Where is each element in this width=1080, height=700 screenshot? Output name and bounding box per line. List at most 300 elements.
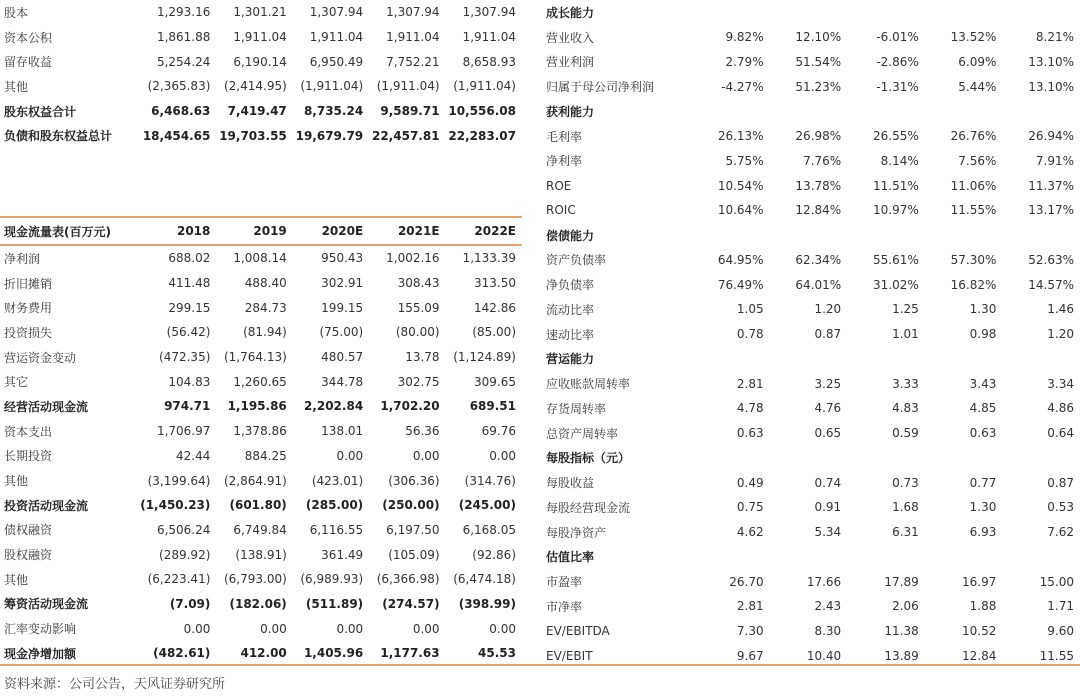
year-header: 2019: [216, 218, 292, 245]
value-cell: 199.15: [321, 300, 364, 315]
ratio-row: [542, 371, 1080, 396]
value-cell: [847, 446, 925, 471]
value-cell: 52.63%: [1028, 252, 1074, 267]
value-cell: [770, 99, 848, 124]
value-cell: 412.00: [240, 646, 287, 661]
value-cell: 4.62: [736, 525, 764, 540]
value-cell: 1.30: [969, 302, 997, 317]
value-cell: [925, 545, 1003, 570]
value-cell: 299.15: [168, 300, 211, 315]
value-cell: 950.43: [321, 251, 364, 266]
value-cell: [770, 0, 848, 25]
value-cell: 1.05: [736, 302, 764, 317]
ratio-row: [542, 25, 1080, 50]
value-cell: 0.87: [814, 327, 842, 342]
row-label: 其它: [4, 375, 29, 390]
value-cell: 10.54%: [717, 178, 764, 193]
value-cell: 6,197.50: [386, 522, 440, 537]
value-cell: 1.46: [1047, 302, 1074, 317]
value-cell: 64.95%: [717, 252, 764, 267]
value-cell: 11.38: [884, 624, 919, 639]
row-label: 股本: [4, 5, 29, 20]
value-cell: (138.91): [235, 547, 287, 562]
value-cell: 1,911.04: [462, 30, 516, 45]
value-cell: 1,177.63: [380, 646, 440, 661]
cashflow-row: [0, 641, 522, 666]
value-cell: 155.09: [397, 300, 440, 315]
value-cell: 0.59: [892, 426, 919, 441]
section-label: 偿债能力: [546, 228, 595, 243]
value-cell: [925, 347, 1003, 372]
value-cell: 10.52: [962, 624, 997, 639]
value-cell: 1.71: [1047, 599, 1074, 614]
cashflow-row: [0, 345, 522, 370]
value-cell: 0.00: [336, 448, 364, 463]
cashflow-title: 现金流量表(百万元): [0, 218, 140, 245]
value-cell: 10,556.08: [448, 104, 516, 119]
row-label: 营业利润: [546, 55, 595, 70]
value-cell: (182.06): [229, 596, 287, 611]
value-cell: [770, 545, 848, 570]
ratio-row: [542, 619, 1080, 644]
ratio-row: [542, 322, 1080, 347]
value-cell: [847, 223, 925, 248]
value-cell: [770, 347, 848, 372]
balance-sheet-table: [0, 0, 522, 148]
value-cell: 689.51: [469, 399, 516, 414]
value-cell: 6.31: [892, 525, 919, 540]
value-cell: 3.34: [1047, 376, 1074, 391]
balance-row: [0, 0, 522, 25]
value-cell: 7.30: [736, 624, 764, 639]
value-cell: (511.89): [305, 596, 364, 611]
value-cell: [1002, 0, 1080, 25]
value-cell: 6,749.84: [233, 522, 287, 537]
row-label: 折旧摊销: [4, 276, 53, 291]
value-cell: (306.36): [388, 473, 440, 488]
value-cell: 10.97%: [873, 203, 919, 218]
value-cell: 8,658.93: [462, 54, 516, 69]
ratio-row: [542, 173, 1080, 198]
row-label: 每股净资产: [546, 525, 607, 540]
source-note: 资料来源：公司公告，天风证券研究所: [4, 677, 226, 692]
value-cell: 4.85: [969, 401, 997, 416]
value-cell: (2,414.95): [223, 79, 287, 94]
value-cell: 10.40: [806, 648, 842, 663]
value-cell: (7.09): [169, 596, 211, 611]
value-cell: 2.06: [892, 599, 919, 614]
value-cell: 480.57: [321, 350, 364, 365]
value-cell: 1.88: [969, 599, 997, 614]
value-cell: 5.34: [814, 525, 842, 540]
value-cell: 26.55%: [873, 129, 919, 144]
value-cell: 308.43: [397, 276, 440, 291]
value-cell: 56.36: [405, 424, 440, 439]
cashflow-row: [0, 616, 522, 641]
value-cell: 1,911.04: [233, 30, 287, 45]
value-cell: -6.01%: [876, 30, 919, 45]
year-header: 2018: [140, 218, 216, 245]
row-label: 资本支出: [4, 424, 53, 439]
value-cell: 13.78%: [795, 178, 842, 193]
row-label: 净利润: [4, 251, 41, 266]
ratio-row: [542, 124, 1080, 149]
ratio-row: [542, 149, 1080, 174]
row-label: 流动比率: [546, 302, 595, 317]
ratio-row: [542, 421, 1080, 446]
value-cell: 13.10%: [1028, 54, 1074, 69]
cashflow-row: [0, 271, 522, 296]
value-cell: 19,679.79: [295, 128, 364, 143]
value-cell: 6,468.63: [151, 104, 211, 119]
value-cell: -4.27%: [721, 79, 764, 94]
value-cell: 16.97: [962, 574, 997, 589]
ratio-row: [542, 495, 1080, 520]
value-cell: 7.56%: [958, 153, 997, 168]
value-cell: 0.00: [336, 621, 364, 636]
value-cell: 11.55: [1039, 648, 1074, 663]
row-label: 长期投资: [4, 449, 53, 464]
value-cell: 1.30: [969, 500, 997, 515]
row-label: ROIC: [546, 203, 576, 218]
value-cell: 302.91: [321, 276, 364, 291]
value-cell: 138.01: [321, 424, 364, 439]
value-cell: 26.13%: [717, 129, 764, 144]
value-cell: 6,168.05: [462, 522, 516, 537]
value-cell: [692, 99, 770, 124]
value-cell: [692, 0, 770, 25]
value-cell: 1,293.16: [156, 5, 211, 20]
value-cell: (398.99): [458, 596, 516, 611]
value-cell: 8.30: [814, 624, 842, 639]
value-cell: (3,199.64): [147, 473, 211, 488]
value-cell: 0.00: [412, 621, 440, 636]
row-label: 留存收益: [4, 55, 53, 70]
row-label: 每股收益: [546, 476, 595, 491]
value-cell: [847, 545, 925, 570]
value-cell: 1,378.86: [233, 424, 287, 439]
row-label: 债权融资: [4, 523, 53, 538]
value-cell: 4.86: [1047, 401, 1074, 416]
value-cell: 16.82%: [950, 277, 997, 292]
cashflow-row: [0, 419, 522, 444]
row-label: 负债和股东权益总计: [4, 129, 113, 144]
value-cell: -2.86%: [876, 54, 919, 69]
row-label: 筹资活动现金流: [4, 597, 89, 612]
value-cell: 3.33: [892, 376, 919, 391]
balance-row: [0, 49, 522, 74]
row-label: 其他: [4, 79, 29, 94]
value-cell: 12.84%: [795, 203, 842, 218]
value-cell: 22,457.81: [371, 128, 440, 143]
value-cell: 4.83: [892, 401, 919, 416]
value-cell: 76.49%: [717, 277, 764, 292]
value-cell: [1002, 446, 1080, 471]
value-cell: 6,190.14: [233, 54, 287, 69]
ratio-row: [542, 99, 1080, 124]
value-cell: 14.57%: [1028, 277, 1074, 292]
value-cell: (1,911.04): [300, 79, 364, 94]
value-cell: 6,116.55: [309, 522, 364, 537]
ratios-panel: [542, 0, 1080, 668]
balance-row: [0, 74, 522, 99]
value-cell: -1.31%: [876, 79, 919, 94]
cashflow-row: [0, 369, 522, 394]
ratio-row: [542, 297, 1080, 322]
row-label: 其他: [4, 474, 29, 489]
value-cell: 12.84: [962, 648, 997, 663]
value-cell: (285.00): [305, 498, 364, 513]
value-cell: 1,911.04: [309, 30, 364, 45]
value-cell: [692, 223, 770, 248]
value-cell: (2,864.91): [223, 473, 287, 488]
value-cell: (423.01): [311, 473, 364, 488]
value-cell: [847, 347, 925, 372]
value-cell: [1002, 223, 1080, 248]
value-cell: (314.76): [464, 473, 516, 488]
value-cell: 0.64: [1047, 426, 1074, 441]
value-cell: 17.66: [806, 574, 842, 589]
value-cell: 9.82%: [725, 30, 764, 45]
cashflow-row: [0, 567, 522, 592]
value-cell: 411.48: [168, 276, 211, 291]
row-label: 存货周转率: [546, 401, 607, 416]
section-label: 估值比率: [546, 550, 595, 565]
ratio-row: [542, 569, 1080, 594]
value-cell: 0.98: [969, 327, 997, 342]
value-cell: 0.00: [260, 621, 287, 636]
row-label: 速动比率: [546, 327, 595, 342]
row-label: 经营活动现金流: [4, 399, 89, 414]
cashflow-row: [0, 245, 522, 271]
value-cell: 1,133.39: [462, 251, 516, 266]
section-label: 营运能力: [546, 352, 595, 367]
value-cell: (6,989.93): [300, 572, 364, 587]
value-cell: [847, 99, 925, 124]
value-cell: 0.73: [892, 475, 919, 490]
value-cell: (56.42): [166, 325, 211, 340]
value-cell: [770, 446, 848, 471]
value-cell: 11.06%: [950, 178, 997, 193]
row-label: 其他: [4, 572, 29, 587]
ratio-row: [542, 248, 1080, 273]
row-label: 营业收入: [546, 30, 595, 45]
value-cell: 6,950.49: [309, 54, 364, 69]
value-cell: (6,793.00): [223, 572, 287, 587]
value-cell: 0.91: [814, 500, 842, 515]
value-cell: 0.63: [969, 426, 997, 441]
section-label: 获利能力: [546, 104, 595, 119]
value-cell: 1,002.16: [386, 251, 440, 266]
value-cell: 0.75: [736, 500, 764, 515]
value-cell: 62.34%: [795, 252, 842, 267]
row-label: 股东权益合计: [4, 104, 77, 119]
value-cell: 0.63: [736, 426, 764, 441]
value-cell: 4.76: [814, 401, 842, 416]
value-cell: 0.65: [814, 426, 842, 441]
value-cell: 1,008.14: [233, 251, 287, 266]
value-cell: 19,703.55: [219, 128, 287, 143]
value-cell: [925, 0, 1003, 25]
row-label: 营运资金变动: [4, 350, 77, 365]
value-cell: 5,254.24: [156, 54, 211, 69]
ratio-row: [542, 545, 1080, 570]
balance-row: [0, 99, 522, 124]
value-cell: 13.78: [405, 350, 440, 365]
value-cell: 9.60: [1047, 624, 1074, 639]
value-cell: 42.44: [176, 448, 211, 463]
row-label: 每股经营现金流: [546, 500, 631, 515]
value-cell: 7.91%: [1035, 153, 1074, 168]
value-cell: 13.10%: [1028, 79, 1074, 94]
value-cell: 7,752.21: [386, 54, 440, 69]
value-cell: 2.79%: [725, 54, 764, 69]
row-label: 股权融资: [4, 548, 53, 563]
value-cell: 0.00: [489, 448, 516, 463]
value-cell: (75.00): [319, 325, 364, 340]
cashflow-row: [0, 542, 522, 567]
value-cell: 7.62: [1047, 525, 1074, 540]
value-cell: 31.02%: [873, 277, 919, 292]
value-cell: 0.78: [736, 327, 764, 342]
row-label: 归属于母公司净利润: [546, 80, 655, 95]
row-label: 净利率: [546, 154, 583, 169]
value-cell: (81.94): [243, 325, 287, 340]
value-cell: 0.77: [969, 475, 997, 490]
value-cell: 309.65: [474, 374, 516, 389]
value-cell: 0.74: [814, 475, 842, 490]
value-cell: 3.43: [969, 376, 997, 391]
value-cell: 7,419.47: [227, 104, 287, 119]
value-cell: (6,474.18): [453, 572, 516, 587]
value-cell: 12.10%: [795, 30, 842, 45]
ratio-row: [542, 0, 1080, 25]
value-cell: (472.35): [159, 350, 211, 365]
balance-row: [0, 25, 522, 50]
row-label: 应收账款周转率: [546, 377, 631, 392]
value-cell: 2.81: [736, 599, 764, 614]
value-cell: 2,202.84: [303, 399, 364, 414]
value-cell: 7.76%: [803, 153, 842, 168]
row-label: 总资产周转率: [546, 426, 619, 441]
row-label: 投资活动现金流: [4, 498, 89, 513]
value-cell: 488.40: [244, 276, 287, 291]
value-cell: 142.86: [474, 300, 516, 315]
value-cell: 26.94%: [1028, 129, 1074, 144]
value-cell: 13.17%: [1028, 203, 1074, 218]
value-cell: 6.09%: [958, 54, 997, 69]
value-cell: 11.55%: [950, 203, 997, 218]
value-cell: 9,589.71: [380, 104, 440, 119]
value-cell: 51.23%: [795, 79, 842, 94]
value-cell: [692, 545, 770, 570]
value-cell: 13.52%: [950, 30, 997, 45]
value-cell: 13.89: [884, 648, 919, 663]
value-cell: 344.78: [321, 374, 364, 389]
value-cell: [692, 446, 770, 471]
value-cell: (85.00): [472, 325, 516, 340]
value-cell: [692, 347, 770, 372]
value-cell: 22,283.07: [448, 128, 516, 143]
value-cell: 15.00: [1039, 574, 1074, 589]
value-cell: 5.44%: [958, 79, 997, 94]
value-cell: 1,260.65: [233, 374, 287, 389]
value-cell: (80.00): [395, 325, 440, 340]
value-cell: 1,911.04: [386, 30, 440, 45]
row-label: 资产负债率: [546, 253, 607, 268]
bottom-rule: [0, 664, 1080, 666]
value-cell: (601.80): [229, 498, 287, 513]
cashflow-table: [0, 218, 522, 666]
value-cell: (1,911.04): [453, 79, 516, 94]
ratio-row: [542, 347, 1080, 372]
value-cell: [925, 223, 1003, 248]
value-cell: [1002, 545, 1080, 570]
ratio-row: [542, 198, 1080, 223]
value-cell: 1,301.21: [233, 5, 287, 20]
value-cell: 57.30%: [950, 252, 997, 267]
cashflow-row: [0, 468, 522, 493]
value-cell: 18,454.65: [142, 128, 211, 143]
value-cell: 302.75: [397, 374, 440, 389]
value-cell: 6.93: [969, 525, 997, 540]
value-cell: (1,450.23): [140, 498, 211, 513]
value-cell: 284.73: [244, 300, 287, 315]
value-cell: 26.98%: [795, 129, 842, 144]
value-cell: 17.89: [884, 574, 919, 589]
value-cell: 1.20: [814, 302, 842, 317]
value-cell: 1,195.86: [227, 399, 287, 414]
value-cell: 688.02: [168, 251, 211, 266]
value-cell: 4.78: [736, 401, 764, 416]
year-header: 2020E: [293, 218, 369, 245]
value-cell: 104.83: [168, 374, 211, 389]
value-cell: 11.37%: [1028, 178, 1074, 193]
value-cell: 10.64%: [717, 203, 764, 218]
value-cell: (250.00): [382, 498, 440, 513]
cashflow-row: [0, 444, 522, 469]
row-label: 现金净增加额: [4, 646, 77, 661]
value-cell: 313.50: [474, 276, 516, 291]
value-cell: 5.75%: [725, 153, 764, 168]
balance-sheet-tail: [0, 0, 522, 148]
value-cell: [1002, 99, 1080, 124]
value-cell: 1,405.96: [303, 646, 364, 661]
value-cell: 1,307.94: [309, 5, 364, 20]
value-cell: (289.92): [159, 547, 211, 562]
value-cell: 8.14%: [880, 153, 919, 168]
value-cell: 361.49: [321, 547, 364, 562]
value-cell: 0.49: [736, 475, 764, 490]
value-cell: 1,307.94: [462, 5, 516, 20]
year-header: 2022E: [446, 218, 522, 245]
section-label: 成长能力: [546, 5, 595, 20]
section-label: 每股指标（元）: [546, 451, 631, 466]
value-cell: (2,365.83): [147, 79, 211, 94]
value-cell: 45.53: [478, 646, 516, 661]
value-cell: 55.61%: [873, 252, 919, 267]
row-label: 毛利率: [546, 129, 583, 144]
value-cell: 11.51%: [873, 178, 919, 193]
cashflow-row: [0, 592, 522, 617]
ratio-row: [542, 470, 1080, 495]
value-cell: 1.68: [892, 500, 919, 515]
ratio-row: [542, 594, 1080, 619]
value-cell: 26.76%: [950, 129, 997, 144]
value-cell: [847, 0, 925, 25]
value-cell: 1,861.88: [156, 30, 211, 45]
value-cell: 1.01: [892, 327, 919, 342]
